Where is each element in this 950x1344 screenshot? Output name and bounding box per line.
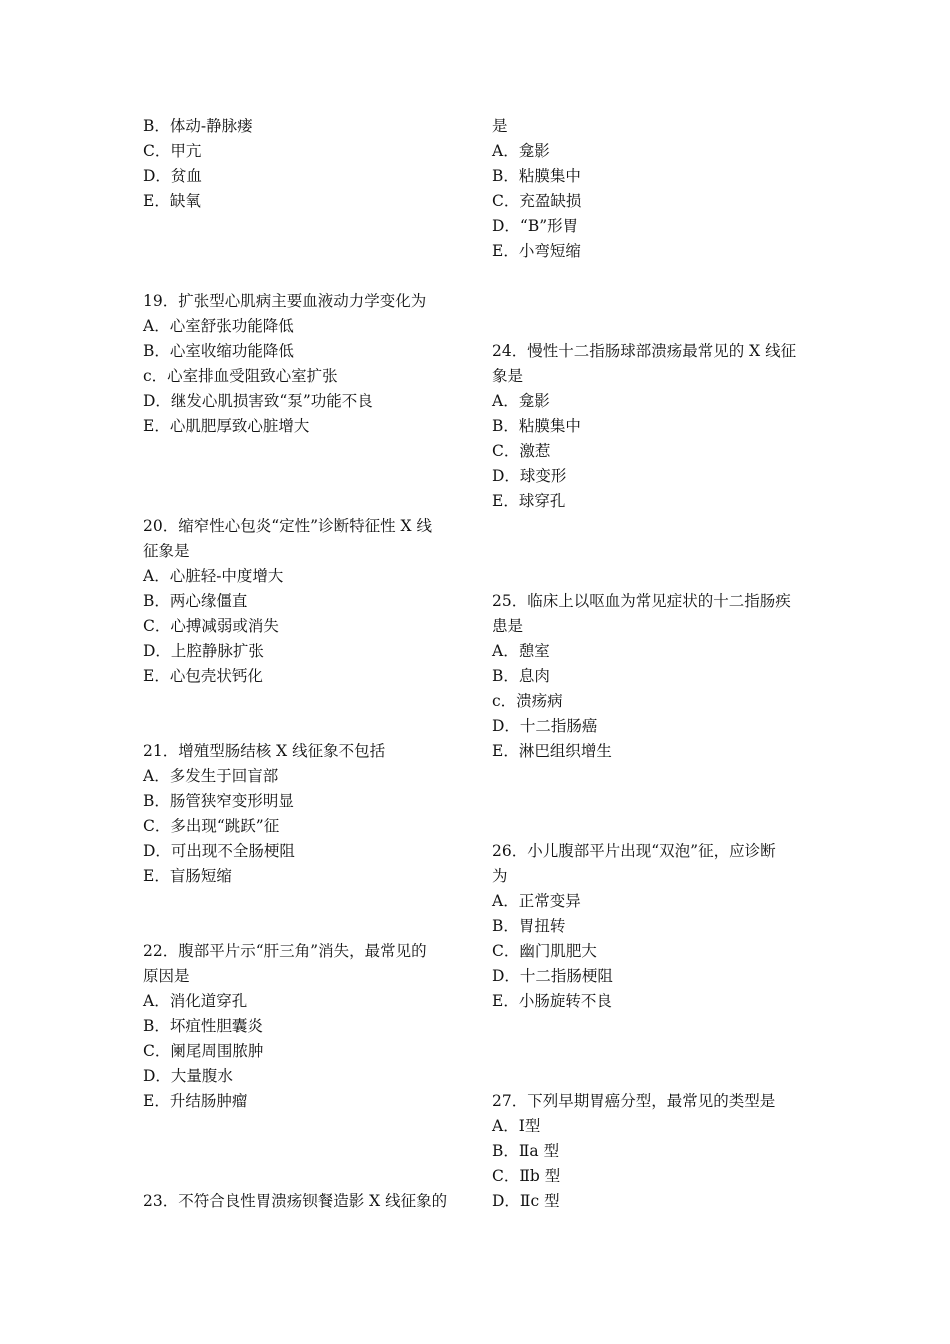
blank-line [492, 1064, 817, 1089]
blank-line [492, 1039, 817, 1064]
text-line: A．多发生于回盲部 [143, 767, 279, 785]
text-line: C．充盈缺损 [492, 192, 582, 210]
blank-line [143, 689, 468, 714]
text-line: C．Ⅱb 型 [492, 1167, 561, 1185]
text-line: B．Ⅱa 型 [492, 1142, 560, 1160]
blank-line [143, 439, 468, 464]
text-line: C．甲亢 [143, 142, 202, 160]
blank-line [492, 789, 817, 814]
left-column [143, 114, 468, 1214]
blank-line [143, 1164, 468, 1189]
text-line: E．心包壳状钙化 [143, 667, 263, 685]
text-line: D．可出现不全肠梗阻 [143, 842, 295, 860]
blank-line [143, 264, 468, 289]
text-line: E．缺氧 [143, 192, 201, 210]
text-line: 患是 [492, 617, 524, 635]
text-line: E．小弯短缩 [492, 242, 581, 260]
right-column [492, 114, 817, 1214]
blank-line [492, 289, 817, 314]
text-line: A．心脏轻-中度增大 [143, 567, 284, 585]
text-line: 征象是 [143, 542, 190, 560]
question-stem: 22．腹部平片示“肝三角”消失，最常见的 [143, 942, 427, 960]
question-stem: 19．扩张型心肌病主要血液动力学变化为 [143, 292, 427, 310]
text-line: D．十二指肠癌 [492, 717, 598, 735]
question-stem: 26．小儿腹部平片出现“双泡”征，应诊断 [492, 842, 776, 860]
blank-line [143, 714, 468, 739]
text-line: E．球穿孔 [492, 492, 566, 510]
text-line: E．小肠旋转不良 [492, 992, 612, 1010]
blank-line [143, 1139, 468, 1164]
text-line: E．升结肠肿瘤 [143, 1092, 248, 1110]
text-line: C．幽门肌肥大 [492, 942, 597, 960]
text-line: B．息肉 [492, 667, 550, 685]
blank-line [492, 564, 817, 589]
blank-line [143, 464, 468, 489]
text-line: D．继发心肌损害致“泵”功能不良 [143, 392, 373, 410]
text-line: A．心室舒张功能降低 [143, 317, 294, 335]
blank-line [492, 314, 817, 339]
blank-line [492, 814, 817, 839]
blank-line [143, 239, 468, 264]
question-stem: 21．增殖型肠结核 X 线征象不包括 [143, 742, 386, 760]
text-line: E．淋巴组织增生 [492, 742, 612, 760]
text-line: A．Ⅰ型 [492, 1117, 541, 1135]
question-stem: 24．慢性十二指肠球部溃疡最常见的 X 线征 [492, 342, 797, 360]
text-line: 原因是 [143, 967, 190, 985]
text-line: D．大量腹水 [143, 1067, 233, 1085]
text-line: 是 [492, 117, 508, 135]
blank-line [143, 489, 468, 514]
text-line: C．激惹 [492, 442, 551, 460]
question-stem: 27．下列早期胃癌分型，最常见的类型是 [492, 1092, 776, 1110]
text-line: C．多出现“跳跃”征 [143, 817, 280, 835]
text-line: D．Ⅱc 型 [492, 1192, 560, 1210]
question-stem: 23．不符合良性胃溃疡钡餐造影 X 线征象的 [143, 1192, 448, 1210]
text-line: A．龛影 [492, 142, 550, 160]
blank-line [143, 914, 468, 939]
text-line: A．消化道穿孔 [143, 992, 248, 1010]
text-line: B．心室收缩功能降低 [143, 342, 294, 360]
text-line: B．胃扭转 [492, 917, 566, 935]
text-line: E．盲肠短缩 [143, 867, 232, 885]
text-line: A．憩室 [492, 642, 550, 660]
blank-line [492, 514, 817, 539]
blank-line [492, 764, 817, 789]
blank-line [143, 1114, 468, 1139]
text-line: c．溃疡病 [492, 692, 563, 710]
text-line: D．“B”形胃 [492, 217, 579, 235]
text-line: D．贫血 [143, 167, 202, 185]
text-line: D．十二指肠梗阻 [492, 967, 613, 985]
text-line: B．两心缘僵直 [143, 592, 248, 610]
text-line: A．正常变异 [492, 892, 581, 910]
blank-line [143, 214, 468, 239]
text-line: 为 [492, 867, 508, 885]
text-line: B．体动-静脉瘘 [143, 117, 253, 135]
text-line: A．龛影 [492, 392, 550, 410]
text-line: B．肠管狭窄变形明显 [143, 792, 294, 810]
text-line: C．心搏减弱或消失 [143, 617, 279, 635]
text-line: C．阑尾周围脓肿 [143, 1042, 264, 1060]
blank-line [492, 1014, 817, 1039]
text-line: D．球变形 [492, 467, 567, 485]
text-line: B．坏疽性胆囊炎 [143, 1017, 263, 1035]
question-stem: 20．缩窄性心包炎“定性”诊断特征性 X 线 [143, 517, 432, 535]
text-line: c．心室排血受阻致心室扩张 [143, 367, 338, 385]
text-line: E．心肌肥厚致心脏增大 [143, 417, 310, 435]
text-line: D．上腔静脉扩张 [143, 642, 264, 660]
text-line: 象是 [492, 367, 524, 385]
text-line: B．粘膜集中 [492, 167, 581, 185]
text-line: B．粘膜集中 [492, 417, 581, 435]
question-stem: 25．临床上以呕血为常见症状的十二指肠疾 [492, 592, 791, 610]
blank-line [492, 539, 817, 564]
blank-line [143, 889, 468, 914]
blank-line [492, 264, 817, 289]
